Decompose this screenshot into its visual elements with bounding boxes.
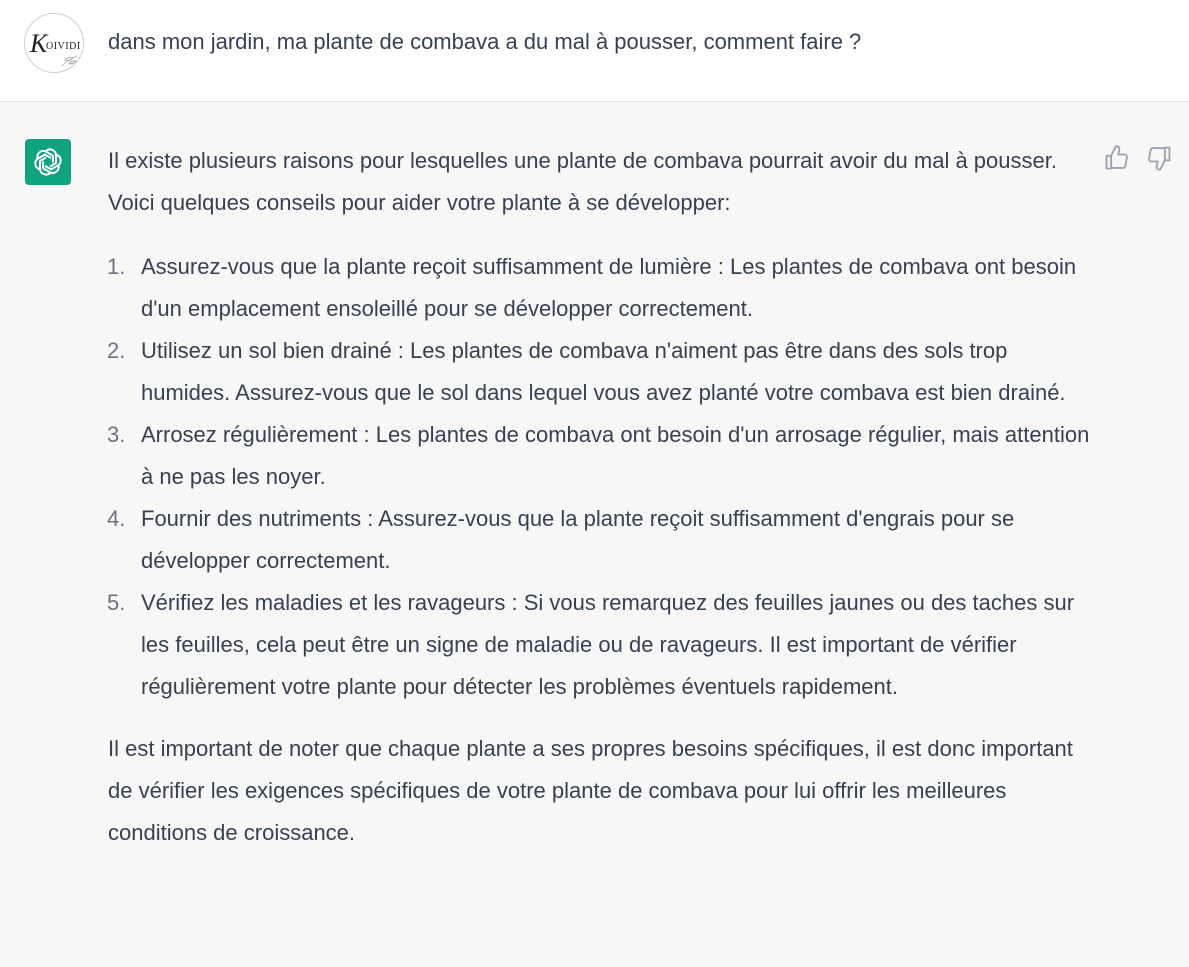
list-item (108, 330, 1098, 414)
koividi-logo-icon (25, 14, 84, 73)
list-item-number: 2. (107, 338, 126, 363)
thumbs-up-icon (1103, 144, 1131, 172)
list-item-number: 5. (107, 590, 126, 615)
svg-text:OIVIDI: OIVIDI (46, 41, 81, 52)
list-item-text: Assurez-vous que la plante reçoit suffisamment de lumière : Les plantes de combava ont besoin d'un emplacement ensoleillé pour se développer correctement. (141, 254, 1077, 321)
user-message-text: dans mon jardin, ma plante de combava a du mal à pousser, comment faire ? (108, 29, 862, 54)
list-item-text: Arrosez régulièrement : Les plantes de combava ont besoin d'un arrosage régulier, mais attention à ne pas les noyer. (141, 422, 1090, 489)
list-item (108, 414, 1098, 498)
thumbs-down-icon (1145, 144, 1173, 172)
assistant-answer (108, 140, 1098, 854)
user-message-row (0, 0, 1189, 102)
advice-list (108, 246, 1098, 708)
svg-text:K: K (30, 29, 48, 58)
list-item-number: 4. (107, 506, 126, 531)
list-item-text: Vérifiez les maladies et les ravageurs : Si vous remarquez des feuilles jaunes ou des taches sur les feuilles, cela peut être un signe de maladie ou de ravageurs. Il est important de vérifier régulièrement votre plante pour détecter les problèmes éventuels rapidement. (141, 590, 1075, 699)
thumbs-up-button[interactable] (1103, 144, 1131, 172)
list-item (108, 246, 1098, 330)
user-avatar (24, 13, 84, 73)
list-item (108, 498, 1098, 582)
assistant-message-row (0, 102, 1189, 967)
thumbs-down-button[interactable] (1145, 144, 1173, 172)
openai-logo-icon (25, 139, 71, 185)
assistant-avatar (25, 139, 71, 185)
list-item-text: Fournir des nutriments : Assurez-vous que la plante reçoit suffisamment d'engrais pour se développer correctement. (141, 506, 1015, 573)
list-item-text: Utilisez un sol bien drainé : Les plantes de combava n'aiment pas être dans des sols trop humides. Assurez-vous que le sol dans lequel vous avez planté votre combava est bien drainé. (141, 338, 1066, 405)
list-item (108, 582, 1098, 708)
answer-outro: Il est important de noter que chaque plante a ses propres besoins spécifiques, il est donc important de vérifier les exigences spécifiques de votre plante de combava pour lui offrir les meilleures conditions de croissance. (108, 736, 1073, 845)
list-item-number: 3. (107, 422, 126, 447)
list-item-number: 1. (107, 254, 126, 279)
answer-intro: Il existe plusieurs raisons pour lesquelles une plante de combava pourrait avoir du mal à pousser. Voici quelques conseils pour aider votre plante à se développer: (108, 148, 1057, 215)
